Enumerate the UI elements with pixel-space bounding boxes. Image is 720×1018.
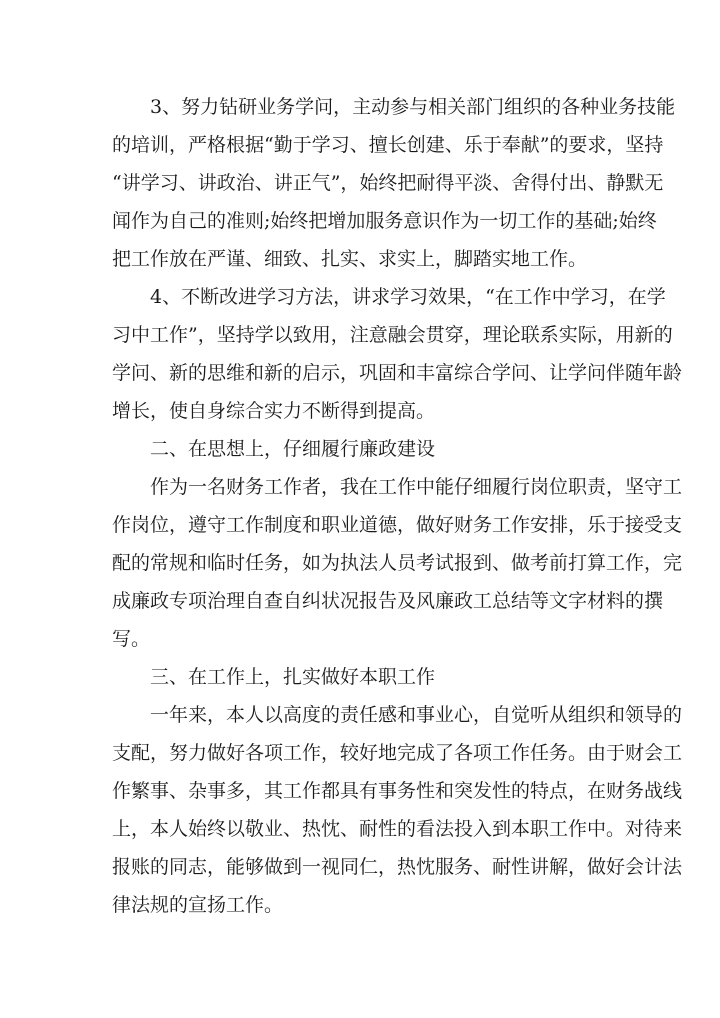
section-heading-integrity bbox=[112, 430, 614, 468]
text-line: 配的常规和临时任务，如为执法人员考试报到、做考前打算工作，完 bbox=[112, 552, 683, 574]
text-line: 成廉政专项治理自查自纠状况报告及风廉政工总结等文字材料的撰 bbox=[112, 590, 664, 612]
text-line: 4、不断改进学习方法，讲求学习效果，“在工作中学习，在学 bbox=[150, 286, 666, 308]
text-line: 律法规的宣扬工作。 bbox=[112, 894, 284, 916]
text-line: 写。 bbox=[112, 628, 151, 650]
text-line: 一年来，本人以高度的责任感和事业心，自觉听从组织和领导的 bbox=[150, 704, 683, 726]
text-line: 习中工作”，坚持学以致用，注意融会贯穿，理论联系实际，用新的 bbox=[112, 324, 673, 346]
text-line: 的培训，严格根据“勤于学习、擅长创建、乐于奉献”的要求，坚持 bbox=[112, 134, 664, 156]
heading-text: 二、在思想上，仔细履行廉政建设 bbox=[150, 438, 436, 460]
heading-text: 三、在工作上，扎实做好本职工作 bbox=[150, 666, 436, 688]
paragraph-integrity bbox=[112, 468, 683, 658]
paragraph-item-3 bbox=[112, 88, 676, 278]
paragraph-work bbox=[112, 696, 683, 924]
text-line: 闻作为自己的准则;始终把增加服务意识作为一切工作的基础;始终 bbox=[112, 210, 657, 232]
text-line: 支配，努力做好各项工作，较好地完成了各项工作任务。由于财会工 bbox=[112, 742, 683, 764]
text-line: 报账的同志，能够做到一视同仁，热忱服务、耐性讲解，做好会计法 bbox=[112, 856, 683, 878]
text-line: 增长，使自身综合实力不断得到提高。 bbox=[112, 400, 436, 422]
text-line: 把工作放在严谨、细致、扎实、求实上，脚踏实地工作。 bbox=[112, 248, 588, 270]
text-line: 3、努力钻研业务学问，主动参与相关部门组织的各种业务技能 bbox=[150, 96, 676, 118]
section-heading-work bbox=[112, 658, 614, 696]
text-line: 上，本人始终以敬业、热忱、耐性的看法投入到本职工作中。对待来 bbox=[112, 818, 683, 840]
paragraph-item-4 bbox=[112, 278, 683, 430]
text-line: “讲学习、讲政治、讲正气”，始终把耐得平淡、舍得付出、静默无 bbox=[112, 172, 664, 194]
text-line: 学问、新的思维和新的启示，巩固和丰富综合学问、让学问伴随年龄 bbox=[112, 362, 683, 384]
text-line: 作繁事、杂事多，其工作都具有事务性和突发性的特点，在财务战线 bbox=[112, 780, 683, 802]
text-line: 作为一名财务工作者，我在工作中能仔细履行岗位职责，坚守工 bbox=[150, 476, 683, 498]
text-line: 作岗位，遵守工作制度和职业道德，做好财务工作安排，乐于接受支 bbox=[112, 514, 683, 536]
